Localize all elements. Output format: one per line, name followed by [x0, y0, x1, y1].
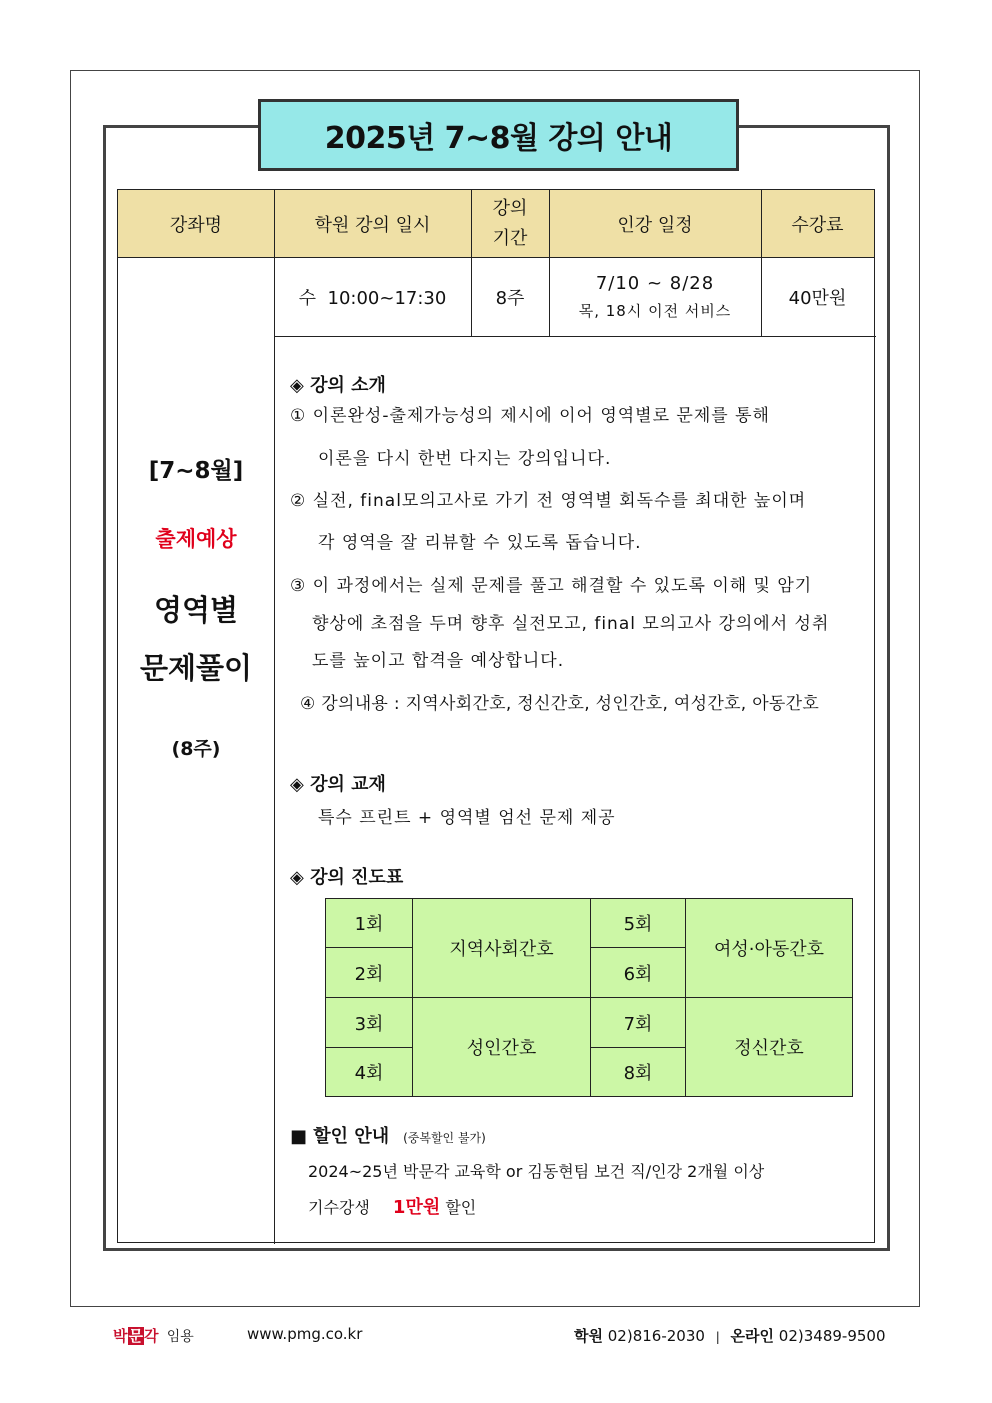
- session-cell: 5회: [591, 899, 686, 948]
- topic-cell: 정신간호: [734, 1038, 804, 1059]
- intro-item-2-line-1: ② 실전, final모의고사로 가기 전 영역별 회독수를 최대한 높이며: [290, 491, 807, 511]
- row-divider: [274, 336, 876, 337]
- session-cell: 8회: [591, 1048, 686, 1096]
- online-dates: 7/10 ~ 8/28: [595, 273, 715, 294]
- intro-item-3-line-3: 도를 높이고 합격을 예상합니다.: [312, 651, 565, 671]
- header-online: 인강 일정: [549, 190, 761, 258]
- course-name-line1: 영역별: [153, 593, 239, 627]
- header-duration: [471, 190, 549, 258]
- intro-section: [290, 371, 870, 397]
- logo-text-3: 각: [144, 1327, 159, 1345]
- column-divider: [274, 190, 275, 1244]
- discount-target: 기수강생: [308, 1198, 370, 1217]
- lecture-schedule: 수 10:00~17:30: [298, 288, 447, 309]
- discount-line-2: [308, 1193, 476, 1219]
- topic-cell: 지역사회간호: [413, 899, 591, 998]
- topic-cell: 성인간호: [413, 998, 591, 1096]
- logo-subtitle: 임용: [166, 1329, 194, 1345]
- footer-separator: |: [715, 1330, 720, 1344]
- intro-title: ◈ 강의 소개: [290, 375, 386, 396]
- session-cell: 7회: [591, 998, 686, 1048]
- course-table: [117, 189, 875, 1243]
- footer-contact: [574, 1325, 886, 1346]
- online-schedule-cell: [549, 258, 761, 336]
- logo-text-2: 문: [128, 1327, 143, 1345]
- page-title: 2025년 7~8월 강의 안내: [258, 99, 739, 171]
- topic-cell: 여성·아동간호: [686, 899, 852, 998]
- footer-logo: [113, 1325, 194, 1346]
- textbook-title: ◈ 강의 교재: [290, 774, 386, 795]
- discount-suffix: 할인: [445, 1198, 477, 1217]
- academy-label: 학원: [574, 1327, 603, 1345]
- header-duration-line1: 강의: [492, 197, 528, 219]
- progress-table: [325, 898, 853, 1097]
- textbook-text: 특수 프린트 + 영역별 엄선 문제 제공: [318, 808, 616, 828]
- online-phone: 02)3489-9500: [778, 1327, 886, 1345]
- header-course: 강좌명: [118, 190, 274, 258]
- session-cell: 4회: [326, 1048, 413, 1096]
- header-fee: 수강료: [761, 190, 874, 258]
- header-schedule: 학원 강의 일시: [274, 190, 471, 258]
- intro-item-1-line-2: 이론을 다시 한번 다지는 강의입니다.: [318, 449, 612, 469]
- progress-title: ◈ 강의 진도표: [290, 867, 404, 888]
- discount-header: [290, 1122, 486, 1148]
- footer-url[interactable]: www.pmg.co.kr: [247, 1325, 363, 1343]
- online-note: 목, 18시 이전 서비스: [578, 302, 732, 320]
- discount-title: ■ 할인 안내: [290, 1126, 390, 1147]
- intro-item-2-line-2: 각 영역을 잘 리뷰할 수 있도록 돕습니다.: [318, 533, 642, 553]
- session-cell: 3회: [326, 998, 413, 1048]
- course-name-line2: 문제풀이: [139, 651, 253, 685]
- logo-text-1: 박: [113, 1327, 128, 1345]
- lecture-duration: 8주: [495, 288, 525, 309]
- intro-item-3-line-1: ③ 이 과정에서는 실제 문제를 풀고 해결할 수 있도록 이해 및 암기: [290, 576, 813, 596]
- discount-amount: 1만원: [392, 1197, 441, 1218]
- course-tag: 출제예상: [155, 527, 237, 551]
- session-cell: 6회: [591, 948, 686, 998]
- lecture-fee: 40만원: [788, 288, 847, 309]
- discount-note: (중복할인 불가): [403, 1131, 486, 1145]
- course-weeks: (8주): [171, 738, 221, 760]
- online-label: 온라인: [730, 1327, 775, 1345]
- intro-item-3-line-2: 향상에 초점을 두며 향후 실전모고, final 모의고사 강의에서 성취: [312, 614, 830, 634]
- intro-item-1-line-1: ① 이론완성-출제가능성의 제시에 이어 영역별로 문제를 통해: [290, 406, 770, 426]
- header-duration-line2: 기간: [492, 227, 528, 249]
- session-cell: 1회: [326, 899, 413, 948]
- academy-phone: 02)816-2030: [607, 1327, 705, 1345]
- intro-item-4: ④ 강의내용 : 지역사회간호, 정신간호, 성인간호, 여성간호, 아동간호: [300, 694, 820, 714]
- course-period: [7~8월]: [148, 458, 244, 484]
- session-cell: 2회: [326, 948, 413, 998]
- discount-line-1: 2024~25년 박문각 교육학 or 김동현팀 보건 직/인강 2개월 이상: [308, 1162, 765, 1181]
